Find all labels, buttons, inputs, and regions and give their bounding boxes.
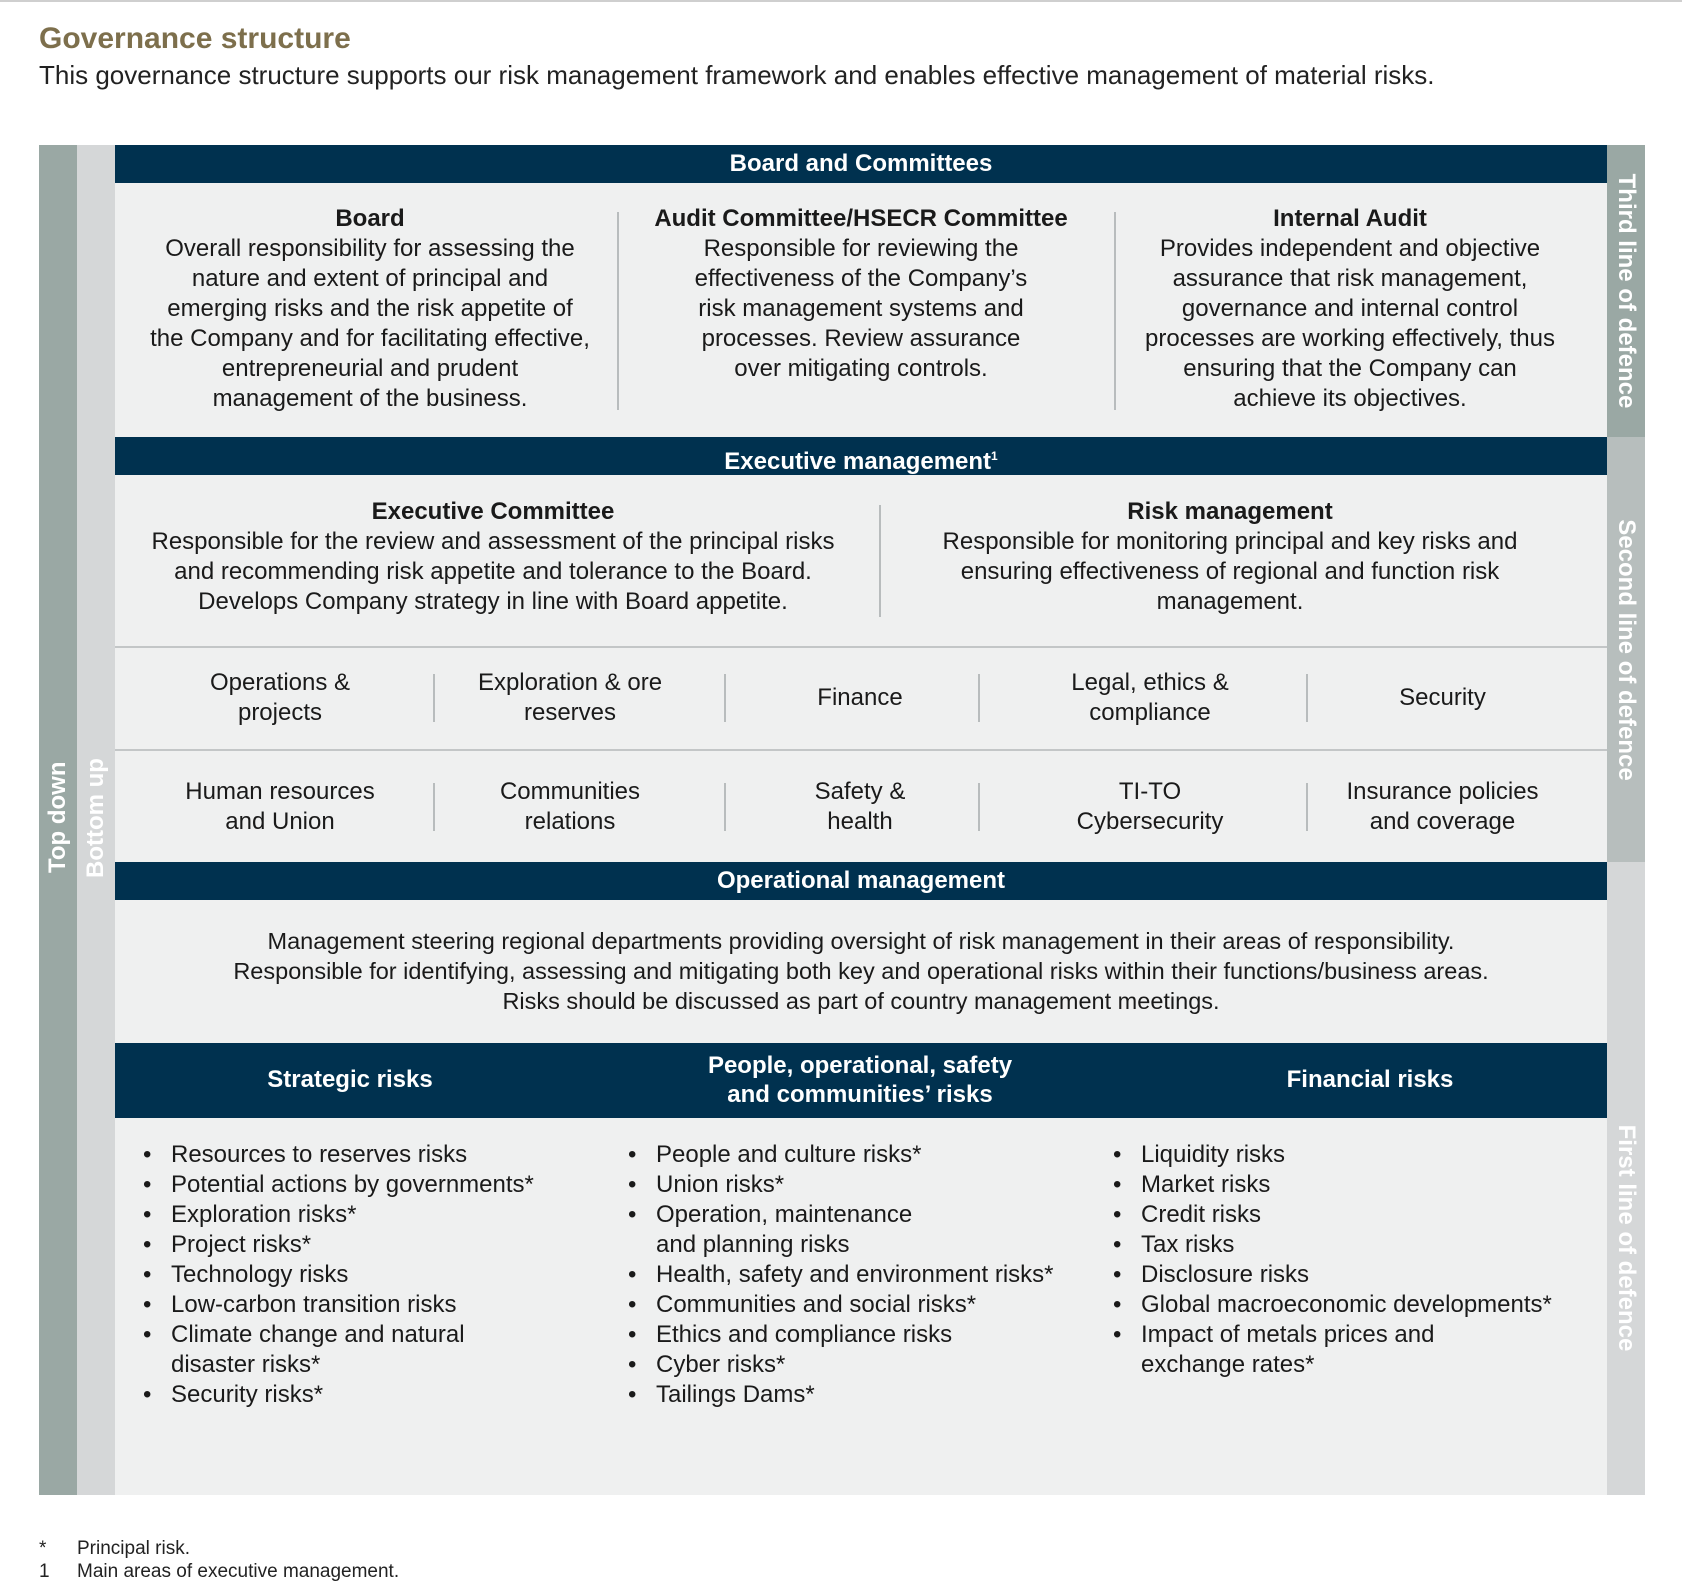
board-text: Overall responsibility for assessing the nature and extent of principal and emerging risks and the risk appetite of the Company and for facilitating effective, entrepreneurial and prudent management of the business. — [150, 235, 590, 412]
page-subtitle: This governance structure supports our risk management framework and enables effective management of material risks. — [39, 60, 1435, 90]
executive-committee-text: Responsible for the review and assessment of the principal risks and recommending risk appetite and tolerance to the Board. Develops Company strategy in line with Board appetite. — [151, 528, 835, 615]
executive-divider — [879, 505, 881, 617]
executive-committee-heading: Executive Committee — [371, 498, 615, 525]
list-item: • Ethics and compliance risks — [628, 1320, 1088, 1350]
risk-management-text: Responsible for monitoring principal and key risks and ensuring effectiveness of regional and function risk management. — [942, 528, 1518, 615]
third-line-label: Third line of defence — [1613, 173, 1640, 409]
area-finance: Finance — [817, 684, 903, 711]
footnote-ref-1: 1 — [991, 449, 998, 463]
footnote-principal-risk — [39, 1538, 190, 1560]
area-row2-divider-4 — [1306, 783, 1308, 831]
area-insurance-policies: Insurance policies and coverage — [1346, 778, 1539, 835]
list-item: • Credit risks — [1113, 1200, 1603, 1230]
audit-committee-column — [638, 204, 1084, 384]
area-operations-projects: Operations & projects — [209, 669, 351, 726]
risk-management-column — [935, 497, 1525, 617]
area-row1-divider-2 — [724, 674, 726, 722]
area-row1-divider-1 — [433, 674, 435, 722]
people-operational-heading-line-2: and communities’ risks — [727, 1081, 993, 1108]
footnote-text: Main areas of executive management. — [77, 1561, 400, 1582]
operational-line-1: Management steering regional departments providing oversight of risk management in their areas of responsibility. — [267, 928, 1455, 954]
board-column — [150, 204, 590, 414]
area-row2-divider-2 — [724, 783, 726, 831]
strategic-risks-list — [143, 1140, 583, 1410]
strategic-risks-heading: Strategic risks — [267, 1066, 433, 1093]
audit-committee-text: Responsible for reviewing the effectiveness of the Company’s risk management systems and processes. Review assurance over mitigating controls. — [694, 235, 1028, 382]
list-item: • Communities and social risks* — [628, 1290, 1088, 1320]
area-human-resources: Human resources and Union — [185, 778, 375, 835]
footnote-key: 1 — [39, 1561, 50, 1582]
area-row1-divider-4 — [1306, 674, 1308, 722]
operational-management-header: Operational management — [115, 862, 1607, 900]
list-item: • Climate change and natural disaster risks* — [143, 1320, 471, 1380]
board-divider-1 — [617, 212, 619, 410]
people-operational-risks-heading — [630, 1051, 1090, 1109]
internal-audit-column — [1140, 204, 1560, 414]
footnote-key: * — [39, 1538, 47, 1559]
financial-risks-list — [1113, 1140, 1603, 1380]
list-item: • Low-carbon transition risks — [143, 1290, 583, 1320]
internal-audit-heading: Internal Audit — [1273, 205, 1427, 232]
operational-line-3: Risks should be discussed as part of country management meetings. — [502, 988, 1220, 1014]
list-item: • Potential actions by governments* — [143, 1170, 583, 1200]
people-operational-heading-line-1: People, operational, safety — [707, 1052, 1013, 1079]
top-down-label: Top down — [44, 761, 71, 873]
areas-divider-middle — [115, 749, 1607, 751]
list-item: • Resources to reserves risks — [143, 1140, 583, 1170]
executive-management-title: Executive management — [724, 448, 992, 475]
list-item: • Operation, maintenance and planning risks — [628, 1200, 946, 1260]
board-heading: Board — [335, 205, 405, 232]
list-item: • Liquidity risks — [1113, 1140, 1603, 1170]
list-item: • People and culture risks* — [628, 1140, 1088, 1170]
area-communities-relations: Communities relations — [499, 778, 641, 835]
footnote-text: Principal risk. — [77, 1538, 190, 1559]
executive-committee-column — [138, 497, 848, 617]
people-operational-risks-list — [628, 1140, 1088, 1410]
area-legal-ethics-compliance: Legal, ethics & compliance — [1071, 669, 1229, 726]
area-ti-to-cybersecurity: TI-TO Cybersecurity — [1076, 778, 1224, 835]
footnote-executive-areas — [39, 1561, 399, 1583]
area-safety-health: Safety & health — [814, 778, 906, 835]
area-row2-divider-1 — [433, 783, 435, 831]
list-item: • Tailings Dams* — [628, 1380, 1088, 1410]
list-item: • Global macroeconomic developments* — [1113, 1290, 1603, 1320]
area-exploration-ore-reserves: Exploration & ore reserves — [477, 669, 663, 726]
top-rule — [0, 0, 1682, 2]
internal-audit-text: Provides independent and objective assurance that risk management, governance and internal control processes are working effectively, thus ensuring that the Company can achieve its objectives. — [1145, 235, 1555, 412]
list-item: • Union risks* — [628, 1170, 1088, 1200]
list-item: • Exploration risks* — [143, 1200, 583, 1230]
executive-management-header — [115, 437, 1607, 475]
list-item: • Disclosure risks — [1113, 1260, 1603, 1290]
list-item: • Project risks* — [143, 1230, 583, 1260]
list-item: • Impact of metals prices and exchange rates* — [1113, 1320, 1471, 1380]
bottom-up-label: Bottom up — [82, 758, 109, 878]
financial-risks-heading: Financial risks — [1286, 1066, 1454, 1093]
areas-divider-top — [115, 646, 1607, 648]
audit-committee-heading: Audit Committee/HSECR Committee — [654, 205, 1068, 232]
area-row1-divider-3 — [978, 674, 980, 722]
list-item: • Technology risks — [143, 1260, 583, 1290]
area-row2-divider-3 — [978, 783, 980, 831]
list-item: • Tax risks — [1113, 1230, 1603, 1260]
area-security: Security — [1399, 684, 1486, 711]
first-line-label: First line of defence — [1613, 1124, 1640, 1352]
operational-line-2: Responsible for identifying, assessing and mitigating both key and operational risks within their functions/business areas. — [233, 958, 1489, 984]
list-item: • Cyber risks* — [628, 1350, 1088, 1380]
second-line-label: Second line of defence — [1613, 519, 1640, 781]
risk-management-heading: Risk management — [1127, 498, 1333, 525]
board-committees-header: Board and Committees — [115, 145, 1607, 183]
list-item: • Health, safety and environment risks* — [628, 1260, 1088, 1290]
list-item: • Market risks — [1113, 1170, 1603, 1200]
board-divider-2 — [1114, 212, 1116, 410]
list-item: • Security risks* — [143, 1380, 583, 1410]
page-title: Governance structure — [39, 22, 351, 55]
